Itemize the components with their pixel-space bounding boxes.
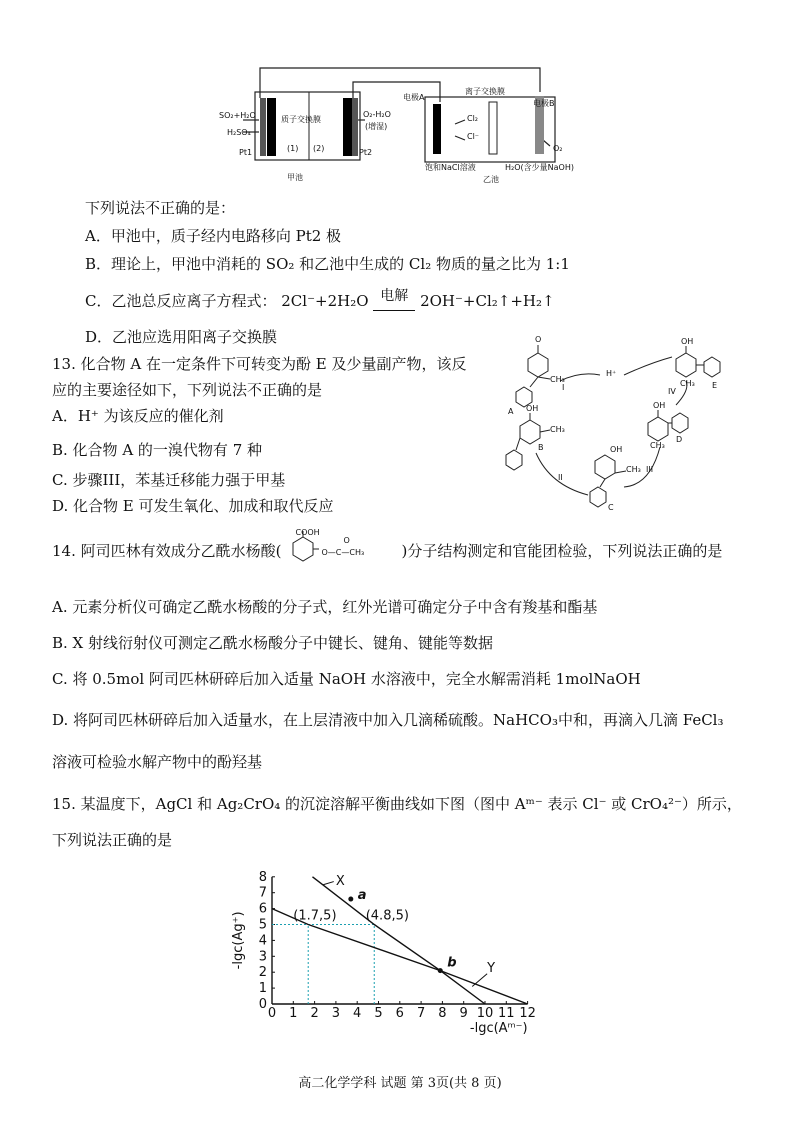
annotation-point-1: (1.7,5) [293, 908, 337, 924]
q12-option-a: A．甲池中，质子经内电路移向 Pt2 极 [85, 227, 342, 245]
q14-option-d-continued: 溶液可检验水解产物中的酚羟基 [52, 753, 263, 771]
y-tick-label: 2 [258, 965, 267, 981]
equation-right: 2OH⁻+Cl₂↑+H₂↑ [420, 292, 555, 310]
q14-stem [52, 528, 723, 561]
x-tick-label: 9 [459, 1006, 468, 1021]
x-tick-label: 1 [289, 1006, 298, 1021]
compound-a-label: A [508, 407, 514, 416]
series-label-x: X [335, 873, 345, 889]
pt2-label: Pt2 [359, 148, 373, 157]
compound-d-label: D [676, 435, 683, 444]
y-tick-label: 1 [258, 981, 267, 997]
compound-a-oxygen: O [535, 335, 542, 344]
y-tick-label: 0 [258, 997, 267, 1012]
point-b [438, 968, 443, 973]
q14-option-b: B. X 射线衍射仪可测定乙酰水杨酸分子中键长、键角、键能等数据 [52, 634, 494, 652]
x-tick-label: 12 [519, 1006, 536, 1021]
aspirin-cooh: COOH [295, 528, 320, 537]
pt1-label: Pt1 [239, 148, 253, 157]
step-1-label: I [562, 383, 565, 392]
electrode-a-label: 电极A [403, 93, 425, 102]
point-a [348, 897, 353, 902]
q13-option-b: B. 化合物 A 的一溴代物有 7 种 [52, 441, 263, 459]
ion-membrane-label: 离子交换膜 [465, 87, 505, 96]
series-label-y: Y [487, 961, 496, 977]
q12-option-c-text: C．乙池总反应离子方程式： [85, 292, 277, 310]
x-tick-label: 0 [267, 1006, 277, 1021]
left-inlet-label: SO₂+H₂O [219, 111, 256, 120]
q13-stem-line2: 应的主要途径如下，下列说法不正确的是 [52, 381, 323, 399]
q14-option-d: D. 将阿司匹林研碎后加入适量水，在上层清液中加入几滴稀硫酸。NaHCO₃中和，再滴入几滴 FeCl₃ [52, 711, 724, 729]
y-tick-label: 8 [258, 869, 267, 885]
q14-stem-after: )分子结构测定和官能团检验，下列说法正确的是 [401, 542, 723, 560]
q12-stem: 下列说法不正确的是： [85, 199, 236, 217]
x-tick-label: 4 [353, 1006, 362, 1021]
x-tick-label: 11 [498, 1006, 515, 1021]
y-axis-label: -lgc(Ag⁺) [231, 911, 246, 970]
step-4-label: IV [668, 387, 676, 396]
y-tick-label: 5 [258, 917, 267, 933]
electrolysis-apparatus [215, 62, 595, 187]
compound-d-methyl: CH₃ [650, 441, 665, 450]
q12-option-c [85, 288, 555, 311]
right-inlet-label: O₂-H₂O [363, 110, 391, 119]
x-tick-label: 2 [310, 1006, 319, 1021]
equation-condition: 电解 [380, 288, 409, 304]
compound-c-methyl: CH₃ [626, 465, 641, 474]
q12-option-b: B．理论上，甲池中消耗的 SO₂ 和乙池中生成的 Cl₂ 物质的量之比为 1:1 [85, 255, 570, 273]
q13-option-a: A．H⁺ 为该反应的催化剂 [52, 407, 224, 425]
right-inlet-humid-label: (增湿) [365, 122, 388, 131]
region2-label: (2) [313, 144, 325, 153]
nacl-solution-label: 饱和NaCl溶液 [425, 163, 476, 172]
equation-left: 2Cl⁻+2H₂O [281, 292, 369, 310]
y-tick-label: 7 [258, 885, 267, 901]
y-tick-label: 4 [258, 933, 267, 949]
step-2-label: II [558, 473, 563, 482]
left-outlet-label: H₂SO₄ [227, 128, 251, 137]
compound-e-label: E [712, 381, 718, 390]
x-tick-label: 8 [438, 1006, 447, 1021]
q14-option-c: C. 将 0.5mol 阿司匹林研碎后加入适量 NaOH 水溶液中，完全水解需消耗 1molNaOH [52, 670, 641, 688]
aspirin-carbonyl-o: O [343, 536, 350, 545]
cl2-label: Cl₂ [467, 114, 479, 123]
o2-label: O₂ [553, 144, 563, 153]
chloride-label: Cl⁻ [467, 132, 480, 141]
step-3-label: III [646, 465, 654, 474]
chart-svg [228, 868, 548, 1040]
equation-bar [373, 310, 415, 311]
compound-b-methyl: CH₃ [550, 425, 565, 434]
annotation-point-2: (4.8,5) [365, 908, 409, 924]
left-cell-label: 甲池 [287, 173, 303, 182]
h-plus-label: H⁺ [606, 369, 617, 378]
reaction-scheme [500, 335, 740, 515]
compound-c-label: C [608, 503, 614, 512]
aspirin-ester-chain: O—C—CH₃ [321, 548, 365, 557]
proton-membrane-label: 质子交换膜 [281, 115, 321, 124]
naoh-solution-label: H₂O(含少量NaOH) [505, 163, 574, 172]
q14-option-a: A. 元素分析仪可确定乙酰水杨酸的分子式，红外光谱可确定分子中含有羧基和酯基 [52, 598, 598, 616]
compound-b-label: B [538, 443, 544, 452]
region1-label: (1) [287, 144, 299, 153]
electrode-b-label: 电极B [533, 99, 555, 108]
compound-e-methyl: CH₃ [680, 379, 695, 388]
compound-a-methyl: CH₃ [550, 375, 565, 384]
q13-option-c: C. 步骤III，苯基迁移能力强于甲基 [52, 471, 286, 489]
aspirin-structure [281, 528, 401, 561]
x-tick-label: 6 [395, 1006, 404, 1021]
page-footer: 高二化学学科 试题 第 3页(共 8 页) [298, 1076, 502, 1091]
compound-e-oh: OH [681, 337, 694, 346]
q13-option-d: D. 化合物 E 可发生氧化、加成和取代反应 [52, 497, 334, 515]
equation-arrow [373, 288, 415, 311]
x-axis-label: -lgc(Aᵐ⁻) [469, 1021, 528, 1036]
q13-stem-line1: 13. 化合物 A 在一定条件下可转变为酚 E 及少量副产物，该反 [52, 355, 467, 373]
right-cell-label: 乙池 [483, 175, 499, 184]
series-y-leader [472, 974, 487, 987]
y-tick-label: 3 [258, 949, 267, 965]
series-line-x [312, 877, 485, 1004]
point-label-b: b [447, 955, 457, 971]
compound-b-oh: OH [526, 404, 539, 413]
series-x-leader [323, 882, 334, 885]
x-tick-label: 3 [331, 1006, 341, 1021]
q15-stem-line1: 15. 某温度下，AgCl 和 Ag₂CrO₄ 的沉淀溶解平衡曲线如下图（图中 Aᵐ⁻ 表示 Cl⁻ 或 CrO₄²⁻）所示， [52, 795, 742, 813]
x-tick-label: 10 [476, 1006, 494, 1021]
solubility-chart [228, 868, 548, 1040]
q12-option-d: D．乙池应选用阳离子交换膜 [85, 328, 278, 346]
x-tick-label: 7 [416, 1006, 426, 1021]
q14-stem-before: 14. 阿司匹林有效成分乙酰水杨酸( [52, 542, 282, 560]
y-tick-label: 6 [258, 901, 267, 917]
q15-stem-line2: 下列说法正确的是 [52, 831, 173, 849]
compound-d-oh: OH [653, 401, 666, 410]
point-label-a: a [357, 888, 367, 904]
x-tick-label: 5 [374, 1006, 383, 1021]
compound-c-oh: OH [610, 445, 623, 454]
